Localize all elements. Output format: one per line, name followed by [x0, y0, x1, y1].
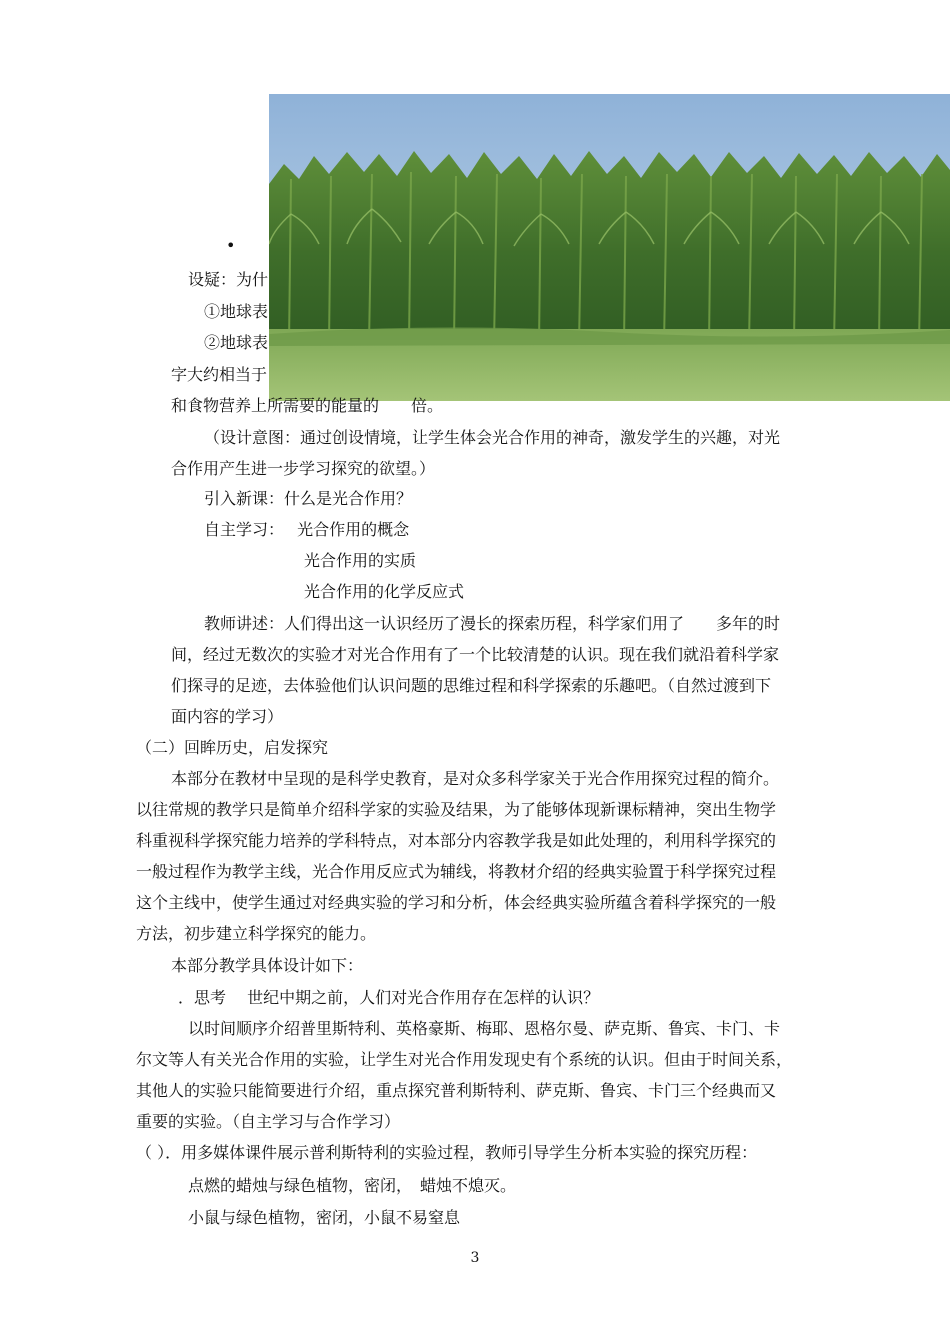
text-line: 光合作用的化学反应式: [304, 582, 465, 601]
page-number: 3: [470, 1250, 480, 1266]
text-line: ②地球表: [204, 333, 269, 352]
text-line: 字大约相当于: [171, 365, 268, 384]
text-line: （设计意图：通过创设情境，让学生体会光合作用的神奇，激发学生的兴趣，对光: [204, 428, 781, 447]
text-line: 以时间顺序介绍普里斯特利、英格豪斯、梅耶、恩格尔曼、萨克斯、鲁宾、卡门、卡: [188, 1019, 781, 1038]
text-line: 点燃的蜡烛与绿色植物，密闭， 蜡烛不熄灭。: [188, 1176, 517, 1195]
text-line: 光合作用的实质: [304, 551, 417, 570]
bullet-mark: •: [226, 236, 236, 255]
text-line: 引入新课：什么是光合作用？: [204, 489, 413, 508]
text-line: 本部分教学具体设计如下：: [171, 956, 364, 975]
text-line: 自主学习： 光合作用的概念: [204, 520, 410, 539]
text-line: 间，经过无数次的实验才对光合作用有了一个比较清楚的认识。现在我们就沿着科学家: [171, 645, 780, 664]
text-line: ①地球表: [204, 302, 269, 321]
text-line: 尔文等人有关光合作用的实验，让学生对光合作用发现史有个系统的认识。但由于时间关系，: [136, 1050, 793, 1069]
text-line: 一般过程作为教学主线，光合作用反应式为辅线，将教材介绍的经典实验置于科学探究过程: [136, 862, 777, 881]
text-line: 本部分在教材中呈现的是科学史教育，是对众多科学家关于光合作用探究过程的简介。: [171, 769, 780, 788]
cornfield-photo: [269, 94, 950, 401]
text-line: 教师讲述：人们得出这一认识经历了漫长的探索历程，科学家们用了 多年的时: [204, 614, 781, 633]
text-line: 重要的实验。（自主学习与合作学习）: [136, 1112, 401, 1131]
text-line: 方法，初步建立科学探究的能力。: [136, 924, 377, 943]
text-line: 科重视科学探究能力培养的学科特点，对本部分内容教学我是如此处理的，利用科学探究的: [136, 831, 777, 850]
text-line: 小鼠与绿色植物，密闭，小鼠不易窒息: [188, 1208, 461, 1227]
text-line: 面内容的学习）: [171, 707, 284, 726]
text-line: ．思考 世纪中期之前，人们对光合作用存在怎样的认识？: [178, 988, 600, 1007]
text-line: 其他人的实验只能简要进行介绍，重点探究普利斯特利、萨克斯、鲁宾、卡门三个经典而又: [136, 1081, 777, 1100]
text-line: 和食物营养上所需要的能量的 倍。: [171, 396, 444, 415]
text-line: 这个主线中，使学生通过对经典实验的学习和分析，体会经典实验所蕴含着科学探究的一般: [136, 893, 777, 912]
text-line: 以往常规的教学只是简单介绍科学家的实验及结果，为了能够体现新课标精神，突出生物学: [136, 800, 777, 819]
text-line: 设疑：为什: [188, 270, 269, 289]
text-line: 合作用产生进一步学习探究的欲望。）: [171, 459, 436, 478]
text-line: 们探寻的足迹，去体验他们认识问题的思维过程和科学探索的乐趣吧。（自然过渡到下: [171, 676, 772, 695]
text-line: （ ）．用多媒体课件展示普利斯特利的实验过程，教师引导学生分析本实验的探究历程：: [136, 1143, 758, 1162]
section-heading: （二）回眸历史，启发探究: [136, 738, 329, 757]
